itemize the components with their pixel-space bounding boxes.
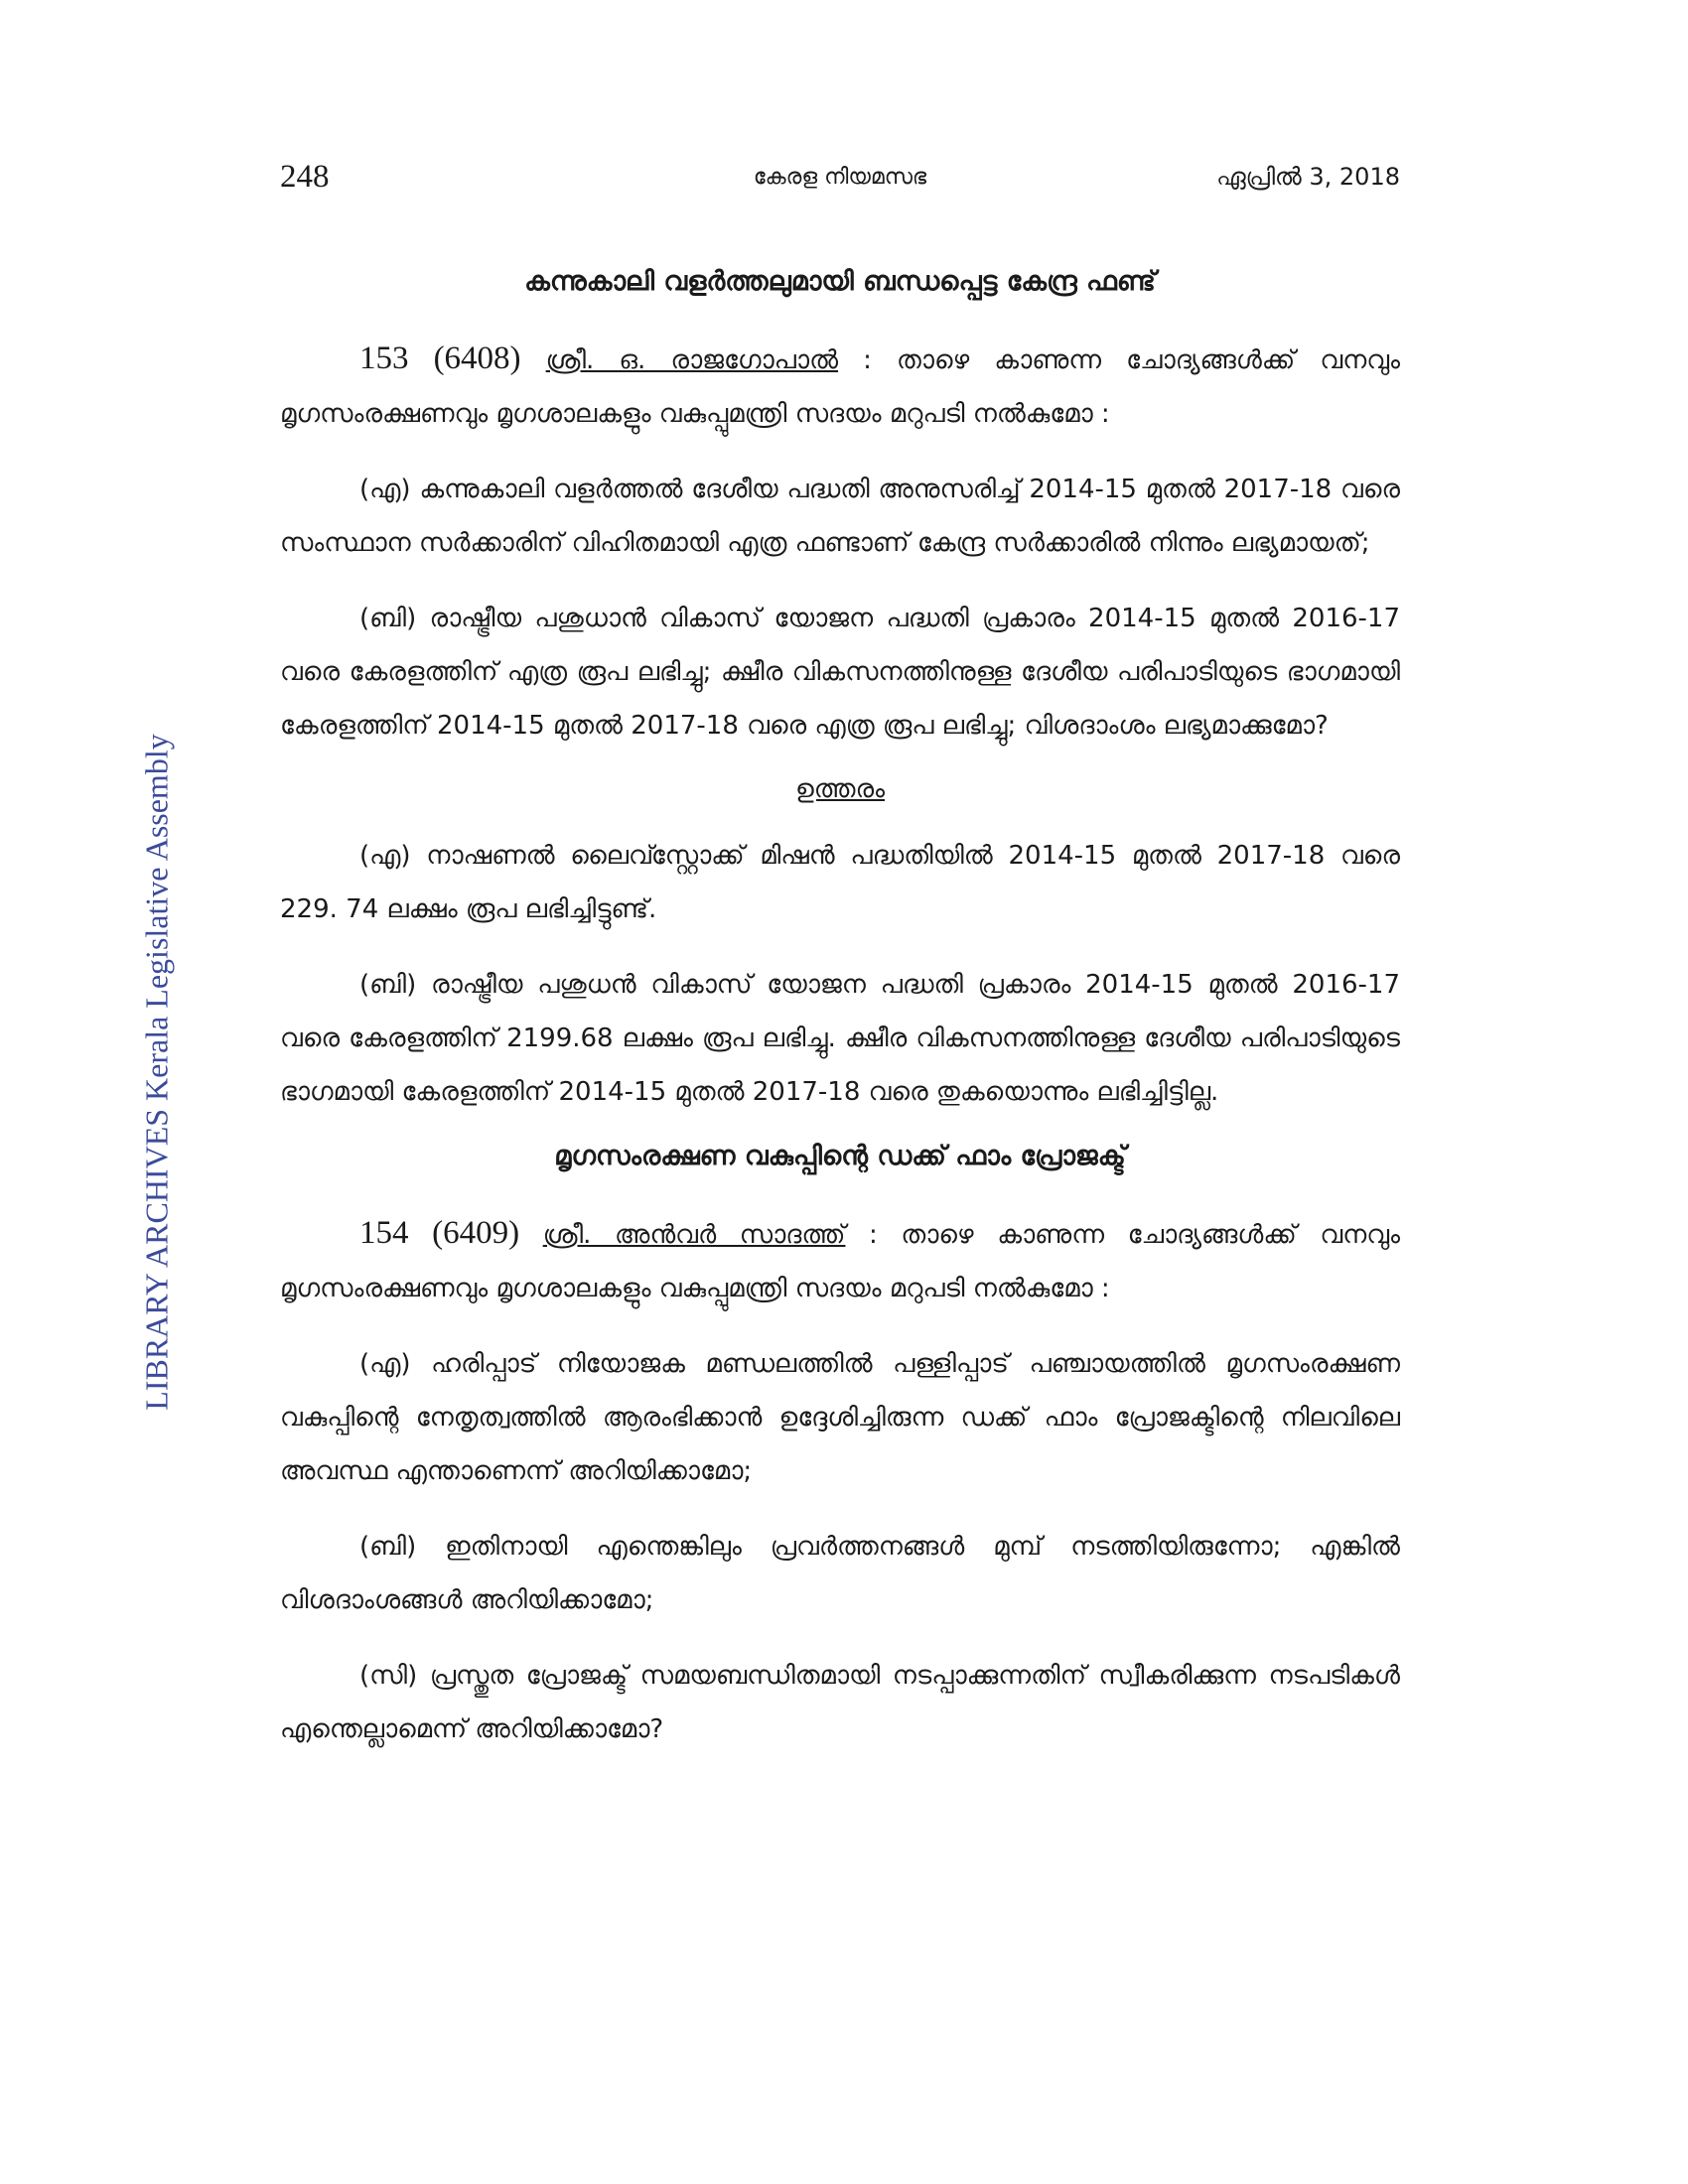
answer-heading: ഉത്തരം: [795, 774, 885, 804]
question-153-part-a: (എ) കന്നുകാലി വളർത്തൽ ദേശീയ പദ്ധതി അനുസരിച്ച് 2014-15 മുതൽ 2017-18 വരെ സംസ്ഥാന സർക്കാരിന് വിഹിതമായി എത്ര ഫണ്ടാണ് കേന്ദ്ര സർക്കാരിൽ നിന്നും ലഭ്യമായത്;: [280, 475, 1400, 558]
question-153-member: ശ്രീ. ഒ. രാജഗോപാൽ: [545, 345, 839, 375]
document-body: [280, 266, 1400, 1778]
side-watermark: LIBRARY ARCHIVES Kerala Legislative Assembly: [138, 734, 175, 1411]
question-154-intro: [280, 1206, 1400, 1315]
question-154-part-b: (ബി) ഇതിനായി എന്തെങ്കിലും പ്രവർത്തനങ്ങൾ മുമ്പ് നടത്തിയിരുന്നോ; എങ്കിൽ വിശദാംശങ്ങൾ അറിയിക്കാമോ;: [280, 1532, 1400, 1615]
question-154-intro-text: : താഴെ കാണുന്ന ചോദ്യങ്ങൾക്ക് വനവും മൃഗസംരക്ഷണവും മൃഗശാലകളും വകുപ്പുമന്ത്രി സദയം മറുപടി നൽകുമോ :: [280, 1220, 1401, 1303]
question-154-number: 154 (6409): [359, 1215, 520, 1251]
question-153-part-b: (ബി) രാഷ്ട്രീയ പശുധാൻ വികാസ് യോജന പദ്ധതി പ്രകാരം 2014-15 മുതൽ 2016-17 വരെ കേരളത്തിന് എത്ര രൂപ ലഭിച്ചു; ക്ഷീര വികസനത്തിനുള്ള ദേശീയ പരിപാടിയുടെ ഭാഗമായി കേരളത്തിന് 2014-15 മുതൽ 2017-18 വരെ എത്ര രൂപ ലഭിച്ചു; വിശദാംശം ലഭ്യമാക്കുമോ?: [280, 604, 1400, 741]
question-153-heading: കന്നുകാലി വളർത്തലുമായി ബന്ധപ്പെട്ട കേന്ദ്ര ഫണ്ട്: [524, 266, 1156, 297]
answer-153-part-b: (ബി) രാഷ്ട്രീയ പശുധൻ വികാസ് യോജന പദ്ധതി പ്രകാരം 2014-15 മുതൽ 2016-17 വരെ കേരളത്തിന് 2199.68 ലക്ഷം രൂപ ലഭിച്ചു. ക്ഷീര വികസനത്തിനുള്ള ദേശീയ പരിപാടിയുടെ ഭാഗമായി കേരളത്തിന് 2014-15 മുതൽ 2017-18 വരെ തുകയൊന്നും ലഭിച്ചിട്ടില്ല.: [280, 970, 1400, 1107]
answer-153-part-a: (എ) നാഷണൽ ലൈവ്സ്റ്റോക്ക് മിഷൻ പദ്ധതിയിൽ 2014-15 മുതൽ 2017-18 വരെ 229. 74 ലക്ഷം രൂപ ലഭിച്ചിട്ടുണ്ട്.: [280, 841, 1400, 924]
question-153-intro-text: : താഴെ കാണുന്ന ചോദ്യങ്ങൾക്ക് വനവും മൃഗസംരക്ഷണവും മൃഗശാലകളും വകുപ്പുമന്ത്രി സദയം മറുപടി നൽകുമോ :: [280, 345, 1401, 429]
page-number: 248: [280, 159, 330, 195]
header-date: ഏപ്രിൽ 3, 2018: [1216, 163, 1400, 191]
running-head: കേരള നിയമസഭ: [753, 165, 927, 190]
question-154-heading: മൃഗസംരക്ഷണ വകുപ്പിന്റെ ഡക്ക് ഫാം പ്രോജക്ട്: [554, 1141, 1126, 1171]
page-header: [280, 159, 1400, 205]
question-154-member: ശ്രീ. അൻവർ സാദത്ത്: [542, 1220, 846, 1250]
question-153-intro: [280, 332, 1400, 441]
question-154-part-a: (എ) ഹരിപ്പാട് നിയോജക മണ്ഡലത്തിൽ പള്ളിപ്പാട് പഞ്ചായത്തിൽ മൃഗസംരക്ഷണ വകുപ്പിന്റെ നേതൃത്വത്തിൽ ആരംഭിക്കാൻ ഉദ്ദേശിച്ചിരുന്ന ഡക്ക് ഫാം പ്രോജക്ടിന്റെ നിലവിലെ അവസ്ഥ എന്താണെന്ന് അറിയിക്കാമോ;: [280, 1349, 1400, 1486]
question-153-number: 153 (6408): [359, 341, 521, 376]
question-154-part-c: (സി) പ്രസ്തുത പ്രോജക്ട് സമയബന്ധിതമായി നടപ്പാക്കുന്നതിന് സ്വീകരിക്കുന്ന നടപടികൾ എന്തെല്ലാമെന്ന് അറിയിക്കാമോ?: [280, 1661, 1400, 1744]
